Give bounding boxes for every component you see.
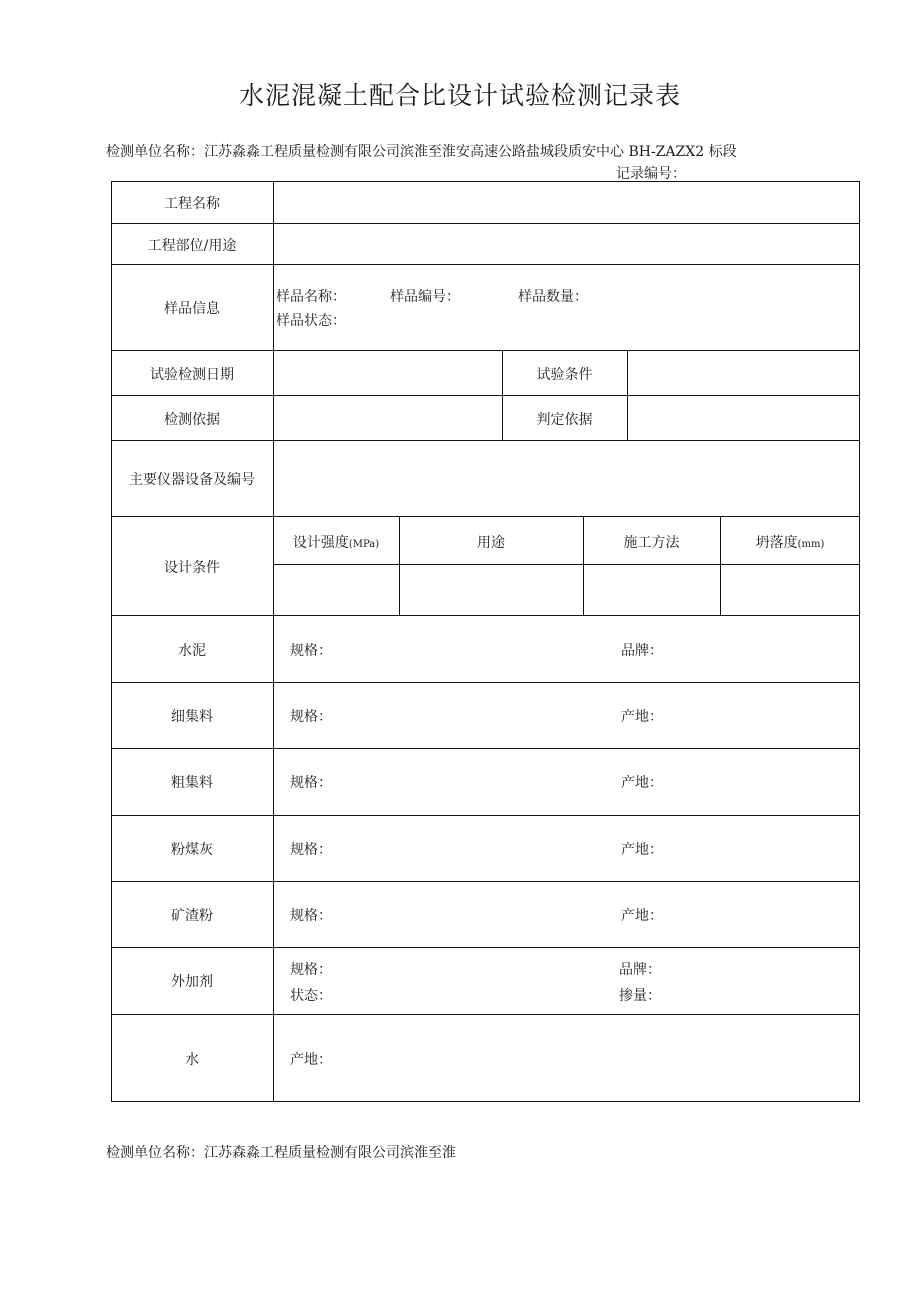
coarse-aggregate-spec-label: 规格：: [290, 775, 332, 791]
design-subrow-divider: [273, 564, 860, 565]
slag-powder-origin-label: 产地：: [621, 908, 663, 924]
sample-name-label: 样品名称：: [276, 289, 346, 305]
testing-unit-line: 检测单位名称：江苏淼淼工程质量检测有限公司滨淮至淮安高速公路盐城段质安中心 BH-ZAZX2 标段: [106, 144, 737, 160]
label-column-divider: [273, 181, 274, 1102]
water-label: 水: [185, 1052, 199, 1068]
sample-status-label: 样品状态：: [276, 313, 346, 329]
row-divider: [111, 881, 860, 882]
col-divider: [720, 516, 721, 615]
admixture-label: 外加剂: [171, 974, 213, 990]
record-number-label: 记录编号：: [616, 166, 686, 182]
row-divider: [111, 350, 860, 351]
water-origin-label: 产地：: [290, 1052, 332, 1068]
row-divider: [111, 223, 860, 224]
fly-ash-origin-label: 产地：: [621, 842, 663, 858]
sample-code-label: 样品编号：: [390, 289, 460, 305]
row-divider: [111, 947, 860, 948]
row-divider: [111, 395, 860, 396]
fly-ash-label: 粉煤灰: [171, 842, 213, 858]
slump-unit: (mm): [797, 539, 825, 550]
col-divider: [583, 516, 584, 615]
col-divider: [627, 350, 628, 440]
row-divider: [111, 748, 860, 749]
slag-powder-label: 矿渣粉: [171, 908, 213, 924]
admixture-state-label: 状态：: [290, 988, 332, 1004]
design-strength-unit: (MPa): [348, 539, 380, 550]
design-conditions-label: 设计条件: [164, 560, 220, 576]
usage-header: 用途: [477, 535, 505, 551]
row-divider: [111, 264, 860, 265]
test-date-label: 试验检测日期: [150, 367, 234, 383]
sample-info-label: 样品信息: [164, 301, 220, 317]
slump-header: [720, 532, 860, 552]
test-conditions-label: 试验条件: [536, 367, 593, 383]
row-divider: [111, 516, 860, 517]
row-divider: [111, 615, 860, 616]
col-divider: [399, 516, 400, 615]
row-divider: [111, 815, 860, 816]
cement-brand-label: 品牌：: [621, 643, 663, 659]
sample-qty-label: 样品数量：: [518, 289, 588, 305]
footer-unit-line: 检测单位名称：江苏森淼工程质量检测有限公司滨淮至淮: [106, 1145, 456, 1161]
row-divider: [111, 1014, 860, 1015]
fine-aggregate-spec-label: 规格：: [290, 709, 332, 725]
judgement-basis-label: 判定依据: [536, 412, 593, 428]
coarse-aggregate-origin-label: 产地：: [621, 775, 663, 791]
fine-aggregate-label: 细集料: [171, 709, 213, 725]
admixture-brand-label: 品牌：: [619, 962, 661, 978]
design-strength-text: 设计强度: [292, 535, 349, 551]
slump-text: 坍落度: [755, 535, 798, 551]
construction-method-header: 施工方法: [623, 535, 680, 551]
cement-spec-label: 规格：: [290, 643, 332, 659]
page-title: 水泥混凝土配合比设计试验检测记录表: [238, 81, 681, 110]
row-divider: [111, 682, 860, 683]
row-divider: [111, 440, 860, 441]
coarse-aggregate-label: 粗集料: [171, 775, 213, 791]
cement-label: 水泥: [178, 643, 206, 659]
project-part-label: 工程部位/用途: [147, 238, 237, 254]
slag-powder-spec-label: 规格：: [290, 908, 332, 924]
admixture-spec-label: 规格：: [290, 962, 332, 978]
design-strength-header: [273, 532, 399, 552]
project-name-label: 工程名称: [164, 196, 220, 212]
equipment-label: 主要仪器设备及编号: [129, 472, 255, 488]
fine-aggregate-origin-label: 产地：: [621, 709, 663, 725]
fly-ash-spec-label: 规格：: [290, 842, 332, 858]
test-basis-label: 检测依据: [164, 412, 220, 428]
admixture-dosage-label: 掺量：: [619, 988, 661, 1004]
